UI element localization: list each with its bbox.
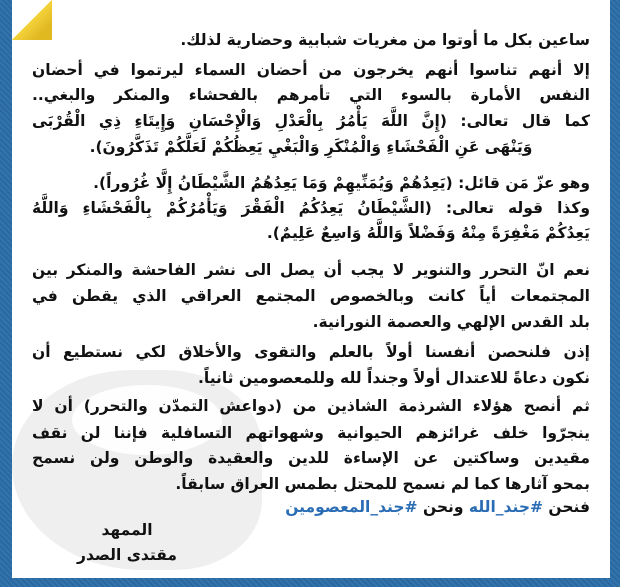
text-line: بلد القدس الإلهي والعصمة النورانية. — [312, 313, 590, 331]
statement-card — [12, 0, 610, 578]
text-line: بمحو آثارها كما لم نسمح للمحتل بطمس العراق سابقاً. — [175, 475, 590, 493]
text-line: ينجرّوا خلف غرائزهم الحيوانية وشهواتهم التسافلية فإننا لن نقف — [32, 424, 590, 442]
text-line: إلا أنهم تناسوا أنهم يخرجون من أحضان السماء ليرتموا في أحضان — [32, 61, 590, 79]
quran-verse-line: وَيَنْهَى عَنِ الْفَحْشَاءِ وَالْمُنْكَرِ وَالْبَغْيِ يَعِظُكُمْ لَعَلَّكُمْ تَذَكَّرُونَ). — [89, 138, 533, 156]
text-line: نعم انّ التحرر والتنوير لا يجب أن يصل الى نشر الفاحشة والمنكر بين — [32, 261, 590, 279]
text-line: ساعين بكل ما أوتوا من مغريات شبابية وحضارية لذلك. — [180, 31, 590, 49]
quran-verse-line: وهو عزّ مَن قائل: (يَعِدُهُمْ وَيُمَنِّيهِمْ وَمَا يَعِدُهُمُ الشَّيْطَانُ إِلَّا غُرُوراً). — [93, 174, 590, 192]
text-line: المجتمعات أياً كانت وبالخصوص المجتمع العراقي الذي يقطن في — [32, 287, 590, 305]
signature-title: الممهد — [101, 521, 153, 539]
quran-verse-line: كما قال تعالى: (إِنَّ اللَّهَ يَأْمُرُ بِالْعَدْلِ وَالْإِحْسَانِ وَإِيتَاءِ ذِي الْقُرْبَى — [32, 112, 590, 130]
closing-line — [32, 497, 590, 517]
text-line: النفس الأمارة بالسوء التي تأمرهم بالفحشاء والمنكر والبغي.. — [32, 86, 590, 104]
signature-name: مقتدى الصدر — [77, 546, 177, 564]
closing-middle: ونحن — [422, 498, 464, 516]
closing-prefix: فنحن — [548, 498, 590, 516]
text-line: مقيدين وساكتين عن الإساءة للدين والعقيدة والوطن ولن نسمح — [32, 449, 590, 467]
text-line: نكون دعاةً للاعتدال أولاً وجنداً لله وللمعصومين ثانياً. — [197, 369, 590, 387]
text-line: ثم أنصح هؤلاء الشرذمة الشاذين من (دواعش التمدّن والتحرر) أن لا — [32, 397, 590, 415]
hashtag-jund-allah[interactable]: #جند_الله — [468, 498, 543, 516]
hashtag-jund-almasumin[interactable]: #جند_المعصومين — [285, 498, 418, 516]
quran-verse-line: وكذا قوله تعالى: (الشَّيْطَانُ يَعِدُكُمُ الْفَقْرَ وَيَأْمُرُكُمْ بِالْفَحْشَاءِ وَاللَّهُ — [32, 199, 590, 217]
quran-verse-line: يَعِدُكُمْ مَغْفِرَةً مِنْهُ وَفَضْلاً وَاللَّهُ وَاسِعٌ عَلِيمٌ). — [266, 224, 590, 242]
text-line: إذن فلنحصن أنفسنا أولاً بالعلم والتقوى والأخلاق لكي نستطيع أن — [32, 343, 590, 361]
